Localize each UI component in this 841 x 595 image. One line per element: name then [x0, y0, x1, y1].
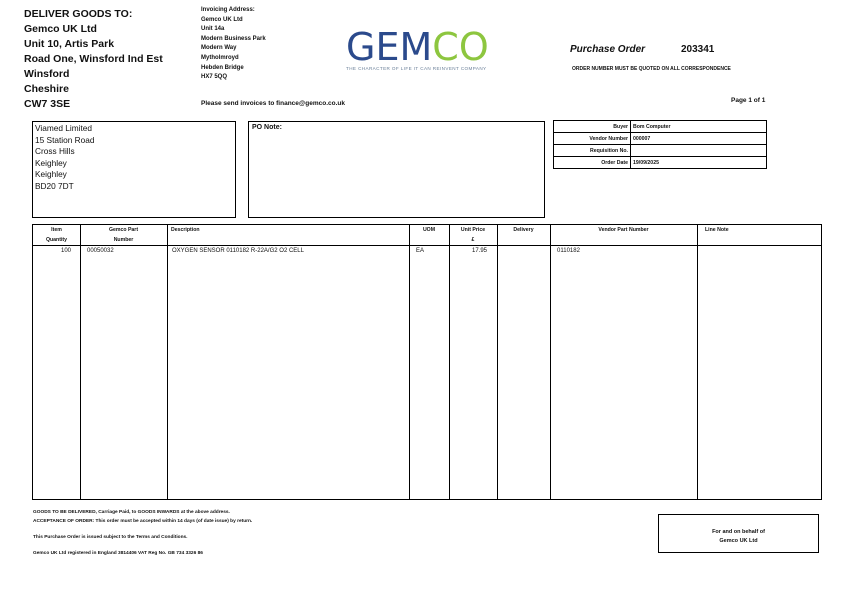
vendor-line: Cross Hills [35, 146, 75, 157]
page-title: Purchase Order [570, 44, 646, 55]
invoice-email-note: Please send invoices to finance@gemco.co.uk [201, 100, 345, 107]
logo-letter: E [375, 25, 400, 69]
invoicing-heading: Invoicing Address: [201, 7, 255, 13]
invoicing-address [201, 6, 266, 83]
row-description: OXYGEN SENSOR 0110182 R-22A/G2 O2 CELL [172, 248, 304, 254]
vendor-line: Viamed Limited [35, 123, 93, 133]
po-number: 203341 [681, 44, 715, 55]
column-divider [409, 225, 410, 499]
info-value: 19/09/2025 [631, 157, 767, 169]
footer-acceptance: ACCEPTANCE OF ORDER: This order must be accepted within 14 days (of date issue) by return. [33, 519, 253, 524]
logo-letter: C [432, 25, 459, 69]
po-note-label: PO Note: [252, 124, 282, 131]
info-label: Order Date [554, 157, 631, 169]
invoicing-line: Mytholmroyd [201, 54, 239, 61]
deliver-to-address [24, 7, 163, 112]
header-vendor-part: Vendor Part Number [598, 227, 649, 233]
header-uom: UOM [422, 227, 436, 233]
column-divider [449, 225, 450, 499]
info-row [554, 157, 767, 169]
header-description: Description [171, 227, 200, 233]
info-label: Buyer [554, 121, 631, 133]
invoicing-line: Hebden Bridge [201, 64, 244, 71]
footer-conditions: This Purchase Order is issued subject to the Terms and Conditions. [33, 535, 188, 540]
row-vendor-part: 0110182 [557, 248, 580, 254]
deliver-line: Road One, Winsford Ind Est [24, 53, 163, 65]
order-lines-table [32, 224, 822, 500]
row-part: 00050032 [87, 248, 114, 254]
logo-letter: O [458, 25, 489, 69]
info-value [631, 145, 767, 157]
vendor-line: 15 Station Road [35, 134, 95, 145]
header-qty: Item Quantity [45, 227, 68, 243]
order-number-notice: ORDER NUMBER MUST BE QUOTED ON ALL CORRESPONDENCE [572, 66, 731, 72]
row-uom: EA [416, 248, 425, 254]
info-label: Requisition No. [554, 145, 631, 157]
footer-registration: Gemco UK Ltd registered in England 3814406 VAT Reg No. GB 734 3326 86 [33, 551, 203, 556]
po-note-box [248, 121, 545, 218]
column-divider [167, 225, 168, 499]
deliver-line: Gemco UK Ltd [24, 23, 97, 35]
logo-letter: M [399, 25, 433, 69]
invoicing-line: Unit 14a [201, 26, 225, 33]
header-part: Gemco Part Number [108, 227, 139, 243]
deliver-to-heading: DELIVER GOODS TO: [24, 8, 133, 20]
row-qty: 100 [60, 248, 71, 254]
logo-tagline: THE CHARACTER OF LIFE IT CAN REINVENT COMPANY [346, 66, 487, 71]
header-divider [33, 245, 821, 246]
deliver-line: Cheshire [24, 83, 69, 95]
info-row [554, 121, 767, 133]
invoicing-line: HX7 5QQ [201, 74, 228, 81]
logo-letter: G [346, 25, 376, 69]
column-divider [550, 225, 551, 499]
header-delivery: Delivery [513, 227, 534, 233]
vendor-address-box [32, 121, 236, 218]
header-unit-price: Unit Price £ [460, 227, 486, 243]
vendor-line: Keighley [35, 157, 67, 168]
row-unit-price: 17.95 [471, 248, 487, 254]
info-row [554, 145, 767, 157]
signature-company: Gemco UK Ltd [719, 538, 758, 544]
info-row [554, 133, 767, 145]
column-divider [497, 225, 498, 499]
invoicing-line: Gemco UK Ltd [201, 16, 243, 23]
vendor-line: Keighley [35, 169, 67, 180]
signature-line: For and on behalf of [712, 529, 765, 535]
column-divider [697, 225, 698, 499]
info-value: 000007 [631, 133, 767, 145]
info-label: Vendor Number [554, 133, 631, 145]
footer-delivery-terms: GOODS TO BE DELIVERED, Carriage Paid, to GOODS INWARDS at the above address. [33, 510, 230, 515]
page-indicator: Page 1 of 1 [731, 97, 766, 104]
deliver-line: CW7 3SE [24, 98, 71, 110]
vendor-line: BD20 7DT [35, 180, 74, 191]
deliver-line: Unit 10, Artis Park [24, 38, 115, 50]
invoicing-line: Modern Way [201, 45, 237, 52]
header-line-note: Line Note [705, 227, 729, 233]
signature-box [658, 514, 819, 553]
deliver-line: Winsford [24, 68, 70, 80]
info-value: Bom Computer [631, 121, 767, 133]
invoicing-line: Modern Business Park [201, 35, 266, 42]
gemco-logo [346, 25, 528, 71]
column-divider [80, 225, 81, 499]
order-info-table [553, 120, 767, 169]
